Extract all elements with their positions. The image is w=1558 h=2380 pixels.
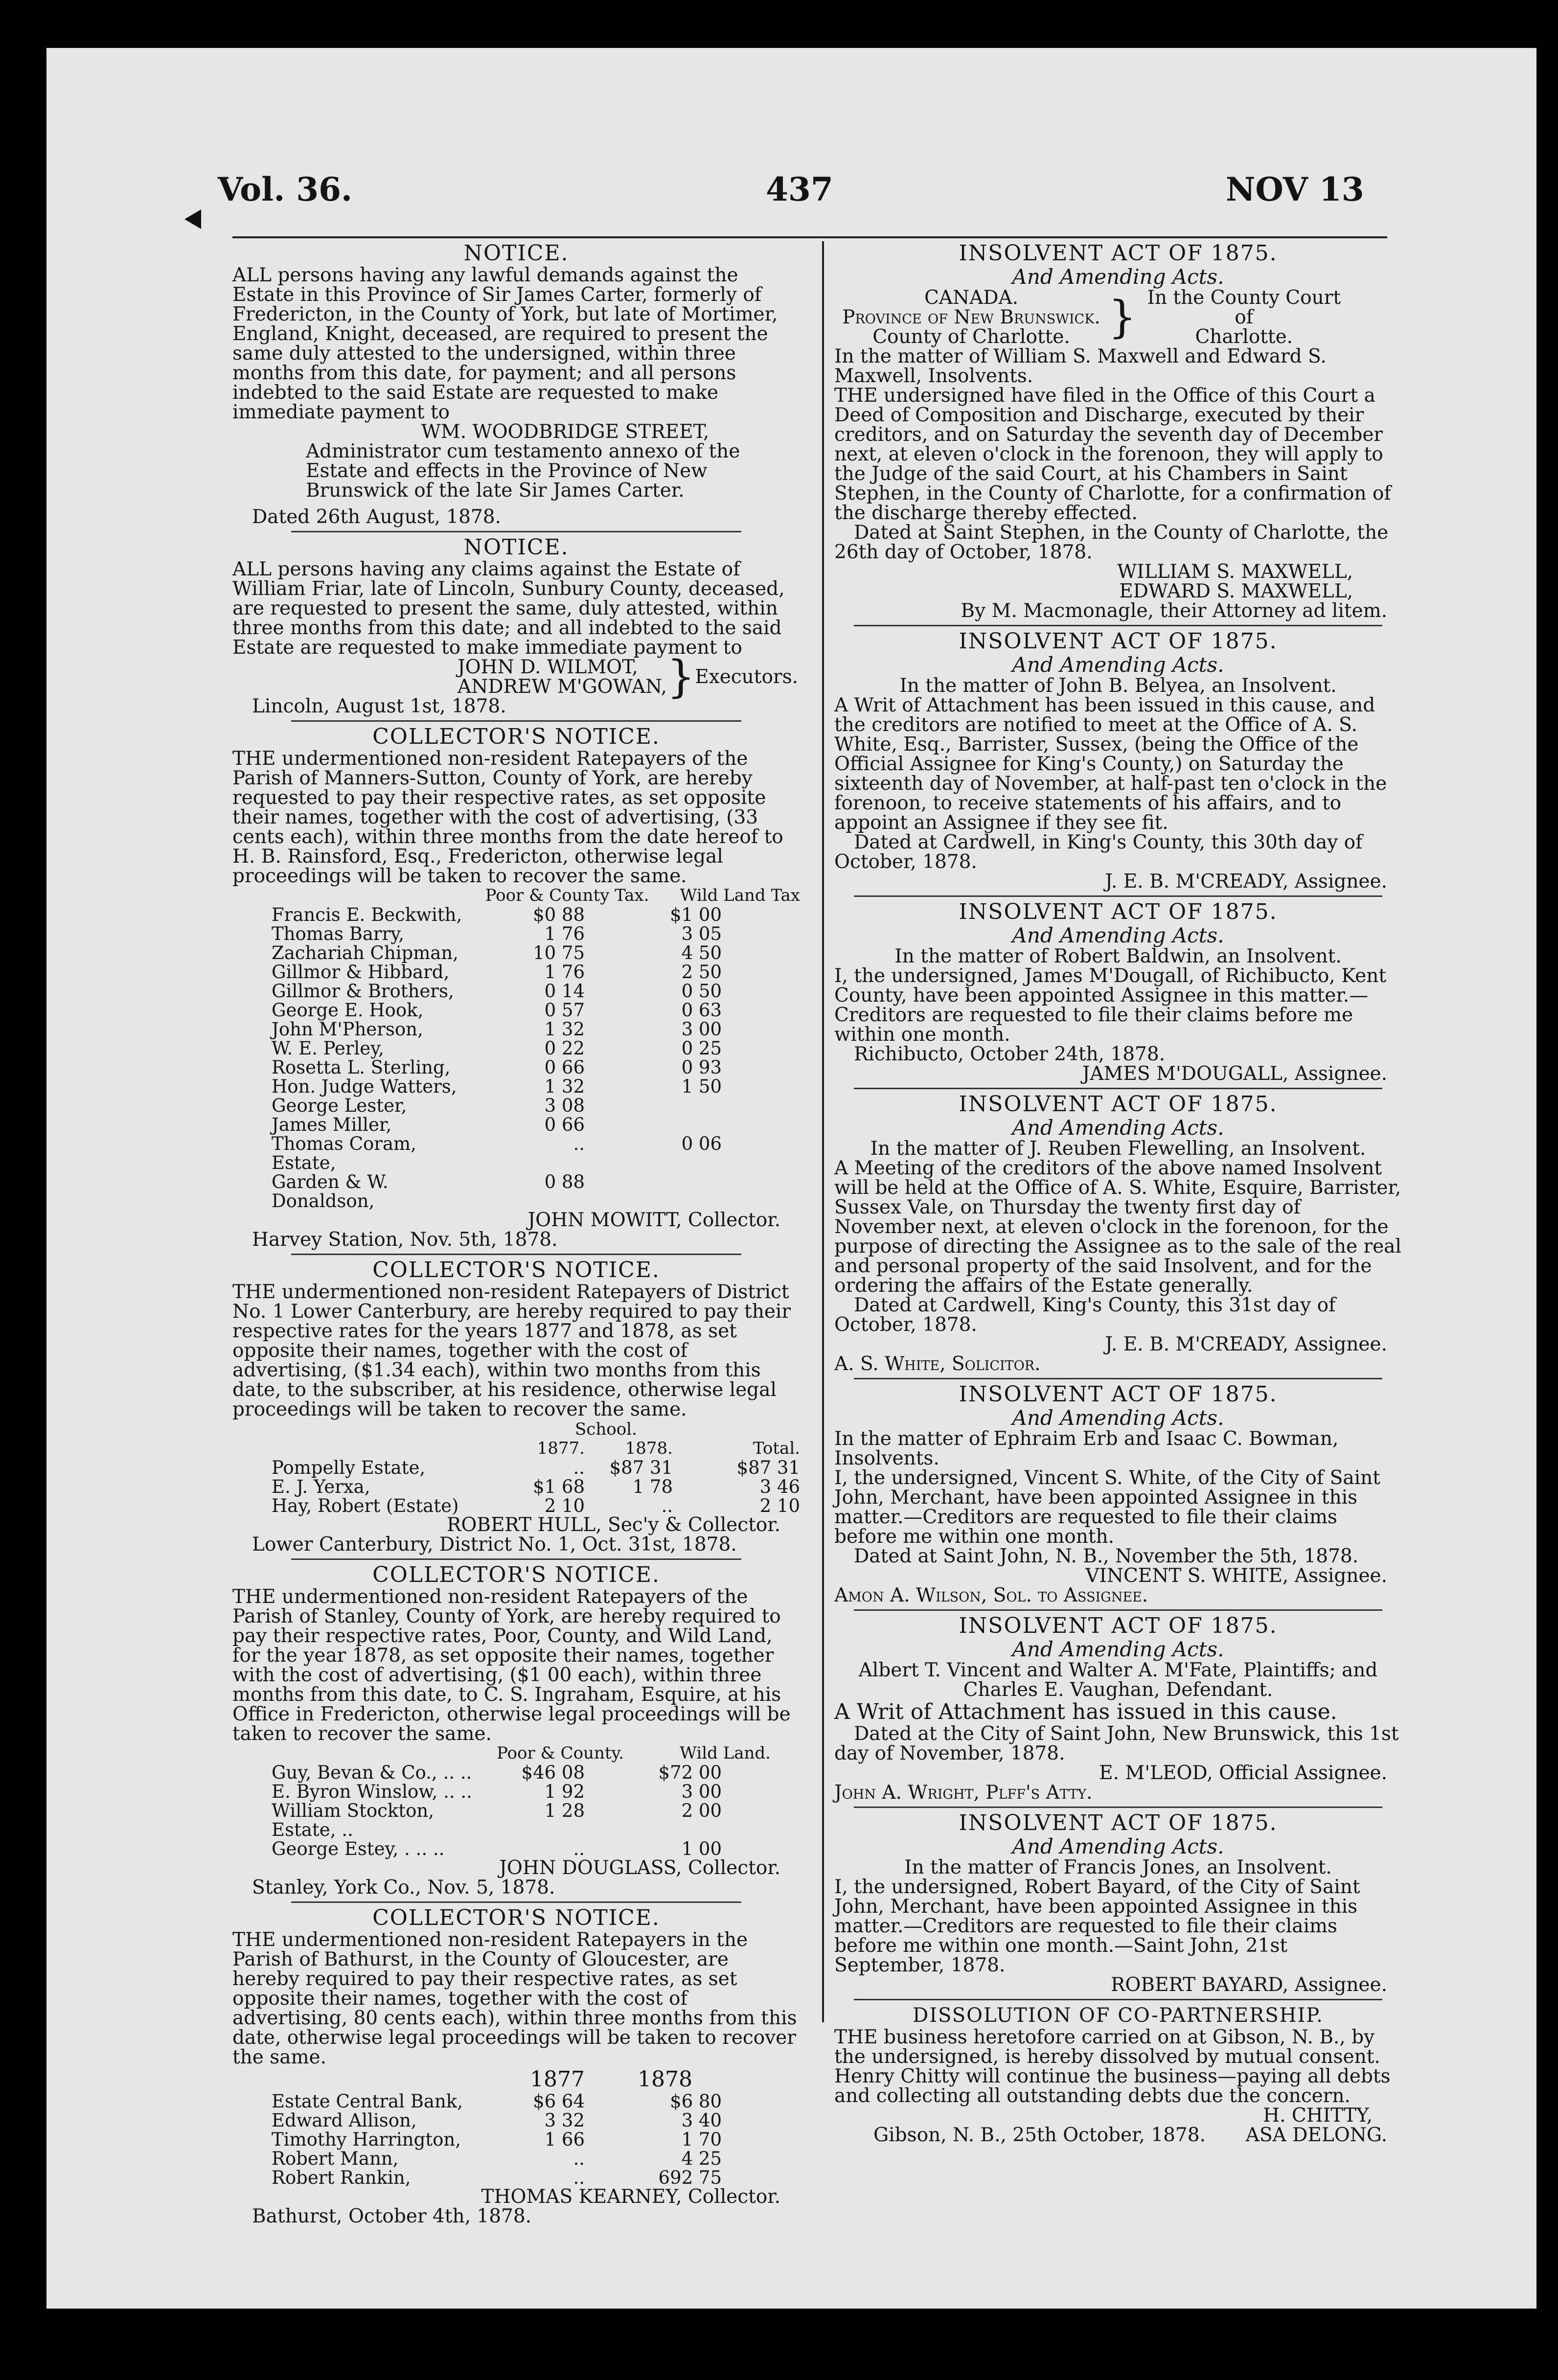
column-divider [822, 241, 824, 2022]
tax-amount: 3 40 [681, 2110, 722, 2131]
notice-dated: Stanley, York Co., Nov. 5, 1878. [252, 1877, 555, 1899]
tax-amount: 0 06 [681, 1133, 722, 1154]
tax-amount: .. [573, 2167, 585, 2188]
table-row [232, 1782, 800, 1801]
table-header: 1877 1878 [530, 2067, 692, 2092]
collector-canterbury [232, 1258, 800, 1555]
notice-dated: Gibson, N. B., 25th October, 1878. [873, 2124, 1206, 2146]
assignee-signature: ROBERT BAYARD, Assignee. [1110, 1974, 1387, 1996]
tax-amount: 3 08 [544, 1095, 585, 1116]
tax-amount: 0 93 [681, 1057, 722, 1078]
tax-amount: 1 70 [681, 2129, 722, 2150]
separator [854, 1999, 1382, 2000]
tax-amount: 10 75 [533, 942, 585, 963]
notice-title: NOTICE. [463, 241, 569, 266]
table-header: 1877. 1878. Total. [537, 1439, 800, 1458]
collector-signature: ROBERT HULL, Sec'y & Collector. [446, 1514, 780, 1536]
ratepayer-name: Estate Central Bank, [272, 2091, 463, 2112]
tax-amount: 0 50 [681, 981, 722, 1002]
table-row [232, 905, 800, 924]
notice-body: A Meeting of the creditors of the above named Insolvent will be held at the Office of A. S. White, Esquire, Barrister, Sussex Vale, on Thursday the twenty first day of November next, at eleven o'clock in the forenoon, for the purpose of directing the Assignee as to the sale of the real and personal property of the said Insolvent, and for the ordering the affairs of the Estate generally. [834, 1157, 1401, 1297]
solicitor-line: Amon A. Wilson, Sol. to Assignee. [834, 1584, 1148, 1606]
signature-2: ASA DELONG. [1245, 2124, 1387, 2146]
notice-title: INSOLVENT ACT OF 1875. [959, 899, 1278, 924]
notice-dated: Dated 26th August, 1878. [252, 506, 501, 528]
insolvent-vaughan [834, 1614, 1402, 1803]
tax-amount: .. [661, 1495, 673, 1516]
notice-friar [232, 535, 800, 716]
tax-amount: 4 50 [681, 942, 722, 963]
table-row [232, 1477, 800, 1496]
notice-subtitle: And Amending Acts. [1012, 265, 1224, 289]
notice-body: I, the undersigned, Robert Bayard, of the City of Saint John, Merchant, have been appointed Assignee in this matter.—Creditors are requested to file their claims before me within one month.—Saint John, 21st September, 1878. [834, 1876, 1360, 1976]
assignee-signature: J. E. B. M'CREADY, Assignee. [1105, 1333, 1387, 1355]
notice-body: ALL persons having any claims against the Estate of William Friar, late of Lincoln, Sunbury County, deceased, are requested to present the same, duly attested, within three months from this date; and all indebted to the said Estate are requested to make immediate payment to [232, 558, 785, 659]
notice-subtitle: And Amending Acts. [1012, 923, 1224, 947]
notice-title: DISSOLUTION OF CO-PARTNERSHIP. [913, 2004, 1324, 2027]
court-heading [834, 288, 1402, 347]
notice-street [232, 241, 800, 527]
right-column [834, 241, 1402, 2145]
notice-dated: Dated at the City of Saint John, New Brunswick, this 1st day of November, 1878. [834, 1723, 1399, 1764]
notice-title: INSOLVENT ACT OF 1875. [959, 1810, 1278, 1835]
tax-amount: 3 00 [681, 1781, 722, 1802]
ratepayer-name: Gillmor & Brothers, [272, 981, 454, 1002]
notice-body: A Writ of Attachment has issued in this cause. [834, 1699, 1337, 1724]
table-row [232, 1496, 800, 1515]
tax-amount: 2 10 [544, 1495, 585, 1516]
assignee-signature: VINCENT S. WHITE, Assignee. [1085, 1565, 1387, 1587]
notice-body: THE undersigned have filed in the Office of this Court a Deed of Composition and Discharge, executed by their creditors, and on Saturday the seventh day of December next, at eleven o'clock in the forenoon, they will apply to the Judge of the said Court, at his Chambers in Saint Stephen, in the County of Charlotte, for a confirmation of the discharge thereby effected. [834, 385, 1391, 524]
assignee-signature: E. M'LEOD, Official Assignee. [1099, 1762, 1387, 1784]
tax-amount: .. [573, 1457, 585, 1478]
attorney-line: John A. Wright, Plff's Atty. [834, 1782, 1093, 1804]
tax-amount: 0 22 [544, 1038, 585, 1059]
notice-title: COLLECTOR'S NOTICE. [372, 1258, 660, 1282]
notice-body: I, the undersigned, James M'Dougall, of Richibucto, Kent County, have been appointed Assignee in this matter.—Creditors are requested to file their claims before me within one month. [834, 965, 1387, 1046]
insolvent-erb-bowman [834, 1382, 1402, 1605]
table-row [232, 1763, 800, 1782]
signature-2: EDWARD S. MAXWELL, [1119, 580, 1353, 602]
notice-title: INSOLVENT ACT OF 1875. [959, 1092, 1278, 1117]
notice-dated: Dated at Cardwell, King's County, this 31st day of October, 1878. [834, 1294, 1336, 1336]
tax-amount: $87 31 [609, 1457, 673, 1478]
notice-signature: WM. WOODBRIDGE STREET, [421, 421, 710, 443]
county-label: County of Charlotte. [872, 326, 1070, 348]
notice-dated: Dated at Saint Stephen, in the County of Charlotte, the 26th day of October, 1878. [834, 522, 1389, 563]
table-row [232, 1039, 800, 1058]
table-row [232, 2149, 800, 2168]
table-row [232, 1077, 800, 1096]
notice-subtitle: And Amending Acts. [1012, 1834, 1224, 1858]
table-row [232, 1172, 800, 1211]
ratepayer-name: Robert Rankin, [272, 2167, 411, 2188]
ratepayer-name: Timothy Harrington, [272, 2129, 461, 2150]
tax-table [232, 1763, 800, 1858]
assignee-signature: J. E. B. M'CREADY, Assignee. [1105, 870, 1387, 892]
tax-amount: 0 88 [544, 1171, 585, 1192]
table-row [232, 2168, 800, 2187]
tax-amount: 4 25 [681, 2148, 722, 2169]
separator [854, 1807, 1382, 1808]
tax-amount: $6 80 [670, 2091, 722, 2112]
tax-amount: .. [573, 1838, 585, 1859]
executor-1: JOHN D. WILMOT, [458, 656, 638, 678]
executors-block [232, 651, 800, 703]
ratepayer-name: E. J. Yerxa, [272, 1476, 370, 1497]
insolvent-flewelling [834, 1092, 1402, 1374]
tax-amount: 0 25 [681, 1038, 722, 1059]
tax-amount: .. [573, 1133, 585, 1154]
separator [854, 1088, 1382, 1089]
table-row [232, 982, 800, 1001]
tax-amount: 1 32 [544, 1076, 585, 1097]
tax-amount: 0 66 [544, 1057, 585, 1078]
table-header: Poor & County Tax. Wild Land Tax [485, 886, 800, 905]
notice-body: THE undermentioned non-resident Ratepayers of District No. 1 Lower Canterbury, are hereby required to pay their respective rates for the years 1877 and 1878, as set opposite their names, together with the cost of advertising, ($1.34 each), within two months from this date, to the subscriber, at his residence, otherwise legal proceedings will be taken to recover the same. [232, 1281, 791, 1420]
collector-stanley [232, 1563, 800, 1898]
ratepayer-name: George Lester, [272, 1095, 407, 1116]
tax-amount [585, 1115, 722, 1134]
table-row [232, 943, 800, 962]
tax-table [232, 2092, 800, 2187]
tax-amount: 0 57 [544, 1000, 585, 1021]
signature-1: WILLIAM S. MAXWELL, [1117, 561, 1353, 583]
assignee-signature: JAMES M'DOUGALL, Assignee. [1082, 1063, 1387, 1085]
separator [854, 625, 1382, 626]
tax-amount: 1 32 [544, 1019, 585, 1040]
ratepayer-name: Edward Allison, [272, 2110, 417, 2131]
page-corner-mark [184, 209, 201, 229]
ratepayer-name: Gillmor & Hibbard, [272, 961, 450, 983]
tax-amount: 1 76 [544, 923, 585, 944]
ratepayer-name: George E. Hook, [272, 1000, 424, 1021]
province-label: Province of New Brunswick. [842, 306, 1100, 328]
table-row [232, 2111, 800, 2130]
notice-title: NOTICE. [463, 535, 569, 560]
table-row [232, 1058, 800, 1077]
ratepayer-name: James Miller, [272, 1114, 392, 1135]
notice-parties: Albert T. Vincent and Walter A. M'Fate, Plaintiffs; and Charles E. Vaughan, Defendant. [858, 1659, 1378, 1701]
notice-dated: Lincoln, August 1st, 1878. [252, 695, 506, 717]
executor-2: ANDREW M'GOWAN, [458, 676, 667, 698]
signature-1: H. CHITTY, [1263, 2105, 1373, 2127]
tax-amount: 3 32 [544, 2110, 585, 2131]
tax-amount: 0 63 [681, 1000, 722, 1021]
table-row [232, 962, 800, 982]
tax-amount: 1 50 [681, 1076, 722, 1097]
tax-amount: 2 00 [681, 1800, 722, 1821]
tax-amount [585, 1172, 722, 1211]
notice-title: INSOLVENT ACT OF 1875. [959, 1382, 1278, 1407]
table-row [232, 1115, 800, 1134]
separator [854, 1609, 1382, 1611]
tax-amount: 1 28 [544, 1800, 585, 1821]
brace: } [1108, 292, 1137, 343]
notice-title: INSOLVENT ACT OF 1875. [959, 1613, 1278, 1638]
notice-body: A Writ of Attachment has been issued in this cause, and the creditors are notified to meet at the Office of A. S. White, Esq., Barrister, Sussex, (being the Office of the Official Assignee for King's County,) on Saturday the sixteenth day of November, at half-past ten o'clock in the forenoon, to receive statements of his affairs, and to appoint an Assignee if they see fit. [834, 694, 1387, 834]
notice-dated: Richibucto, October 24th, 1878. [854, 1043, 1166, 1065]
notice-body: THE undermentioned non-resident Ratepayers of the Parish of Stanley, County of York, are hereby required to pay their respective rates, Poor, County, and Wild Land, for the year 1878, as set opposite their names, together with the cost of advertising, ($1 00 each), within three months from this date, to C. S. Ingraham, Esquire, at his Office in Fredericton, otherwise legal proceedings will be taken to recover the same. [232, 1586, 791, 1745]
ratepayer-name: Garden & W. Donaldson, [272, 1171, 389, 1212]
table-row [232, 924, 800, 943]
notice-body: I, the undersigned, Vincent S. White, of the City of Saint John, Merchant, have been appointed Assignee in this matter.—Creditors are requested to file their claims before me within one month. [834, 1467, 1380, 1548]
tax-amount: 0 66 [544, 1114, 585, 1135]
tax-amount: $72 00 [658, 1762, 722, 1783]
separator [291, 1901, 741, 1903]
tax-amount: $1 68 [533, 1476, 585, 1497]
separator [291, 720, 741, 722]
ratepayer-name: Hon. Judge Watters, [272, 1076, 457, 1097]
notice-body: THE business heretofore carried on at Gibson, N. B., by the undersigned, is hereby dissolved by mutual consent. Henry Chitty will continue the business—paying all debts and collecting all outstanding debts due the concern. [834, 2026, 1391, 2107]
ratepayer-name: John M'Pherson, [272, 1019, 423, 1040]
ratepayer-name: Robert Mann, [272, 2148, 399, 2169]
notice-matter: In the matter of William S. Maxwell and Edward S. Maxwell, Insolvents. [834, 345, 1327, 387]
tax-amount: $6 64 [533, 2091, 585, 2112]
page-number: 437 [766, 170, 833, 208]
volume-number: Vol. 36. [218, 170, 353, 208]
court-label: In the County Court of [1147, 287, 1341, 328]
insolvent-baldwin [834, 900, 1402, 1084]
notice-subtitle: And Amending Acts. [1012, 653, 1224, 677]
tax-amount: 2 10 [759, 1495, 800, 1516]
left-column [232, 241, 800, 2226]
table-header: Poor & County. Wild Land. [496, 1743, 771, 1763]
notice-body: ALL persons having any lawful demands against the Estate in this Province of Sir James Carter, formerly of Fredericton, in the County of York, but late of Mortimer, England, Knight, deceased, are required to present the same duly attested to the undersigned, within three months from this date, for payment; and all persons indebted to the said Estate are requested to make immediate payment to [232, 264, 778, 423]
notice-administrator: Administrator cum testamento annexo of the Estate and effects in the Province of New Brunswick of the late Sir James Carter. [306, 440, 740, 502]
table-row [232, 1020, 800, 1039]
court-label-2: Charlotte. [1195, 326, 1293, 348]
notice-subtitle: And Amending Acts. [1012, 1637, 1224, 1661]
notice-title: COLLECTOR'S NOTICE. [372, 1905, 660, 1930]
table-row [232, 1096, 800, 1115]
notice-body: THE undermentioned non-resident Ratepayers in the Parish of Bathurst, in the County of Gloucester, are hereby required to pay their respective rates, as set opposite their names, together with the cost of advertising, 80 cents each), within three months from this date, otherwise legal proceedings will be taken to recover the same. [232, 1929, 797, 2068]
stamp-date: NOV 13 [1226, 170, 1364, 208]
notice-body: THE undermentioned non-resident Ratepayers of the Parish of Manners-Sutton, County of York, are hereby requested to pay their respective rates, as set opposite their names, together with the cost of advertising, (33 cents each), within three months from the date hereof to H. B. Rainsford, Esq., Fredericton, otherwise legal proceedings will be taken to recover the same. [232, 748, 783, 887]
ratepayer-name: W. E. Perley, [272, 1038, 384, 1059]
canada-label: CANADA. [924, 287, 1019, 309]
newspaper-page [46, 48, 1536, 2309]
insolvent-belyea [834, 629, 1402, 892]
notice-dated: Lower Canterbury, District No. 1, Oct. 31st, 1878. [252, 1533, 737, 1556]
notice-matter: In the matter of John B. Belyea, an Insolvent. [899, 675, 1337, 697]
ratepayer-name: George Estey, . .. .. [272, 1838, 445, 1859]
tax-amount: $0 88 [533, 904, 585, 925]
notice-title: COLLECTOR'S NOTICE. [372, 724, 660, 749]
tax-amount: $46 08 [521, 1762, 585, 1783]
tax-amount: $87 31 [736, 1457, 800, 1478]
tax-amount: 3 05 [681, 923, 722, 944]
ratepayer-name: Pompelly Estate, [272, 1457, 426, 1478]
table-row [232, 1001, 800, 1020]
tax-amount: 1 76 [544, 961, 585, 983]
notice-title: INSOLVENT ACT OF 1875. [959, 241, 1278, 266]
table-row [232, 1458, 800, 1477]
table-row [232, 1134, 800, 1172]
separator [291, 531, 741, 532]
tax-amount: 1 66 [544, 2129, 585, 2150]
separator [291, 1254, 741, 1255]
executors-label: Executors. [695, 666, 798, 688]
ratepayer-name: Hay, Robert (Estate) [272, 1495, 459, 1516]
ratepayer-name: Guy, Bevan & Co., .. .. [272, 1762, 472, 1783]
school-label: School. [575, 1419, 637, 1439]
tax-table [232, 905, 800, 1211]
separator [854, 1378, 1382, 1379]
tax-amount: .. [573, 2148, 585, 2169]
collector-bathurst [232, 1906, 800, 2226]
dissolution-footer [834, 2126, 1402, 2145]
tax-amount: 0 14 [544, 981, 585, 1002]
table-row [232, 2092, 800, 2111]
notice-matter: In the matter of Francis Jones, an Insolvent. [904, 1856, 1332, 1878]
ratepayer-name: Zachariah Chipman, [272, 942, 458, 963]
tax-table [232, 1458, 800, 1515]
solicitor-line: A. S. White, Solicitor. [834, 1353, 1041, 1375]
table-row [232, 2130, 800, 2149]
notice-title: COLLECTOR'S NOTICE. [372, 1562, 660, 1587]
notice-matter: In the matter of Robert Baldwin, an Insolvent. [894, 945, 1342, 967]
header-rule [232, 236, 1387, 238]
notice-dated: Dated at Cardwell, in King's County, this 30th day of October, 1878. [834, 831, 1363, 873]
notice-title: INSOLVENT ACT OF 1875. [959, 629, 1278, 654]
tax-amount: 3 00 [681, 1019, 722, 1040]
ratepayer-name: Thomas Barry, [272, 923, 405, 944]
ratepayer-name: William Stockton, Estate, .. [272, 1800, 434, 1840]
notice-dated: Bathurst, October 4th, 1878. [252, 2205, 532, 2227]
ratepayer-name: Rosetta L. Sterling, [272, 1057, 451, 1078]
notice-subtitle: And Amending Acts. [1012, 1116, 1224, 1140]
notice-subtitle: And Amending Acts. [1012, 1406, 1224, 1430]
notice-dated: Harvey Station, Nov. 5th, 1878. [252, 1229, 558, 1251]
dissolution-notice [834, 2003, 1402, 2145]
table-row [232, 1839, 800, 1858]
notice-matter: In the matter of J. Reuben Flewelling, an Insolvent. [870, 1138, 1366, 1160]
collector-manners-sutton [232, 725, 800, 1250]
separator [854, 895, 1382, 897]
tax-amount: $1 00 [670, 904, 722, 925]
tax-amount: 3 46 [759, 1476, 800, 1497]
table-row [232, 1801, 800, 1839]
ratepayer-name: Thomas Coram, Estate, [272, 1133, 416, 1173]
notice-matter: In the matter of Ephraim Erb and Isaac C. Bowman, Insolvents. [834, 1428, 1339, 1469]
insolvent-jones [834, 1811, 1402, 1995]
brace: } [667, 651, 695, 703]
ratepayer-name: E. Byron Winslow, .. .. [272, 1781, 472, 1802]
tax-amount: 2 50 [681, 961, 722, 983]
ratepayer-name: Francis E. Beckwith, [272, 904, 462, 925]
tax-amount: 1 78 [632, 1476, 673, 1497]
attorney-line: By M. Macmonagle, their Attorney ad litem. [961, 600, 1387, 622]
collector-signature: JOHN DOUGLASS, Collector. [499, 1857, 780, 1879]
separator [291, 1558, 741, 1560]
tax-amount: 692 75 [658, 2167, 722, 2188]
tax-amount: 1 00 [681, 1838, 722, 1859]
collector-signature: JOHN MOWITT, Collector. [527, 1209, 780, 1231]
tax-amount [585, 1096, 722, 1115]
insolvent-maxwell [834, 241, 1402, 621]
collector-signature: THOMAS KEARNEY, Collector. [481, 2186, 780, 2208]
tax-amount: 1 92 [544, 1781, 585, 1802]
notice-dated: Dated at Saint John, N. B., November the 5th, 1878. [854, 1545, 1359, 1567]
